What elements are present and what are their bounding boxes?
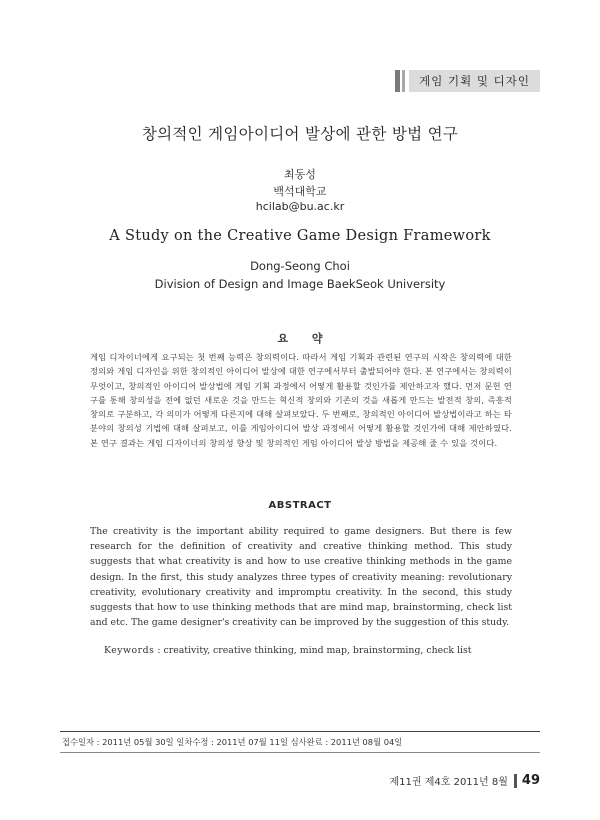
section-tag-label: 게임 기획 및 디자인 (409, 70, 540, 92)
abstract-body: The creativity is the important ability required to game designers. But there is few research for the definition of creativity and creative thinking method. This study suggests that what creativity is and how to use creative thinking methods in the game design. In the first, this study analyzes three types of creativity meaning: revolutionary creativity, evolutionary creativity and impromptu creativity. In the second, this study suggests that how to use thinking methods that are mind map, brainstorming, check list and etc. The game designer's creativity can be improved by the suggestion of this study. (90, 526, 512, 629)
author-name-english: Dong-Seong Choi (250, 259, 350, 273)
section-tag-marker (395, 70, 409, 92)
paper-title-english: A Study on the Creative Game Design Framework (109, 228, 491, 244)
section-tag (395, 70, 540, 92)
author-name-korean: 최동성 (284, 168, 316, 181)
abstract-heading: ABSTRACT (268, 500, 332, 511)
review-dates: 접수일자 : 2011년 05월 30일 일차수정 : 2011년 07월 11일 심사완료 : 2011년 08월 04일 (62, 737, 403, 747)
keywords-label: Keywords (104, 645, 155, 656)
summary-heading: 요 약 (277, 332, 333, 345)
keywords-text: : creativity, creative thinking, mind map, brainstorming, check list (157, 645, 472, 656)
summary-body: 게임 디자이너에게 요구되는 첫 번째 능력은 창의력이다. 따라서 게임 기획과 관련된 연구의 시작은 창의력에 대한 정의와 게임 디자인을 위한 창의적인 아이디어 발상에 대한 연구에서부터 출발되어야 한다. 본 연구에서는 창의력이 무엇이고, 창의적인 아이디어 발상법에 게임 기획 과정에서 어떻게 활용할 것인가를 제안하고자 했다. 먼저 문헌 연구를 통해 창의성을 전에 없던 새로운 것을 만드는 혁신적 창의와 기존의 것을 새롭게 만드는 발전적 창의, 즉흥적 창의로 구분하고, 각 의미가 어떻게 다른지에 대해 살펴보았다. 두 번째로, 창의적인 아이디어 발상법이라고 하는 타 분야의 창의성 기법에 대해 살펴보고, 이를 게임아이디어 발상 과정에서 어떻게 활용할 것인가에 대해 제안하였다. 본 연구 결과는 게임 디자이너의 창의성 향상 및 창의적인 게임 아이디어 발상 방법을 제공해 줄 수 있을 것이다. (90, 352, 512, 448)
page-footer (390, 773, 541, 788)
affiliation-english: Division of Design and Image BaekSeok University (154, 277, 446, 291)
folio-separator (514, 774, 517, 788)
journal-issue: 제11권 제4호 2011년 8월 (389, 777, 508, 788)
author-email: hcilab@bu.ac.kr (255, 200, 345, 213)
footnote-divider-top (60, 731, 540, 732)
keywords-line (104, 645, 524, 656)
paper-title-korean: 창의적인 게임아이디어 발상에 관한 방법 연구 (141, 125, 459, 143)
footnote-divider-bottom (60, 752, 540, 753)
affiliation-korean: 백석대학교 (273, 185, 327, 198)
page-number: 49 (521, 773, 540, 788)
